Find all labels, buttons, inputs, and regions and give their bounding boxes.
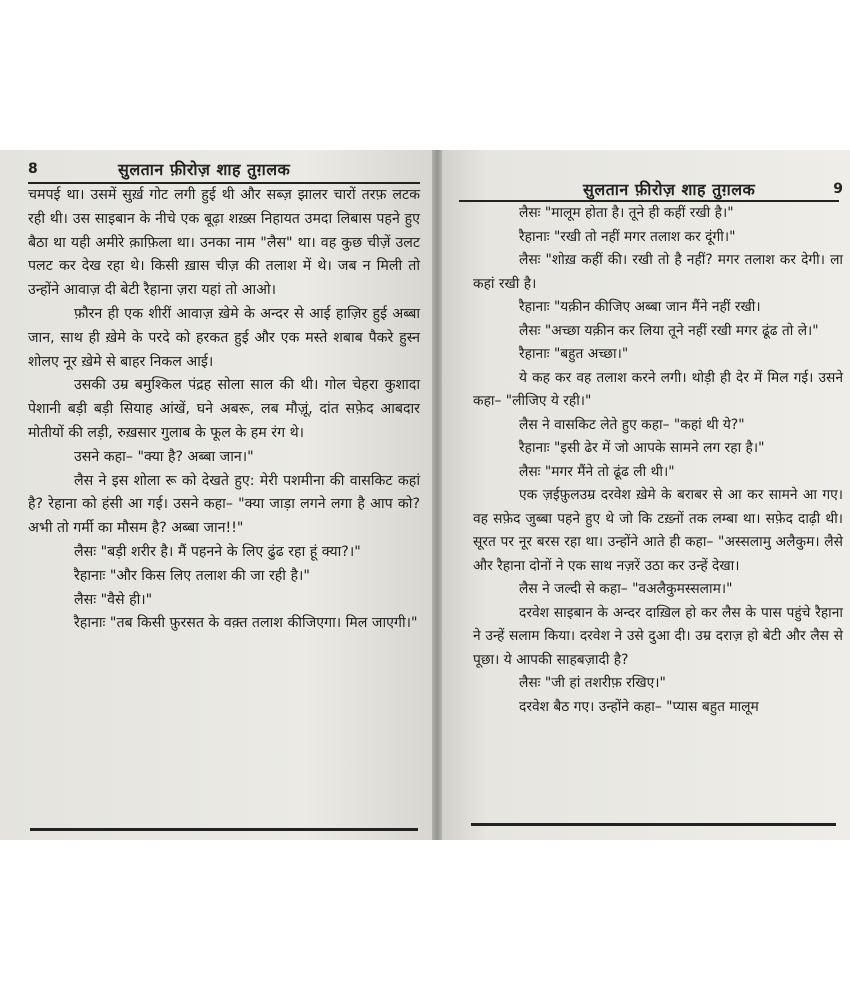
paragraph: फ़ौरन ही एक शीरीं आवाज़ ख़ेमे के अन्दर से आई हाज़िर हुई अब्बा जान, साथ ही ख़ेमे के परदे को हरकत हुई और एक मस्ते शबाब पैकरे हुस्न शोलए नूर ख़ेमे से बाहर निकल आई। bbox=[28, 305, 420, 370]
paragraph: दरवेश साइबान के अन्दर दाख़िल हो कर लैस के पास पहुंचे रैहाना ने उन्हें सलाम किया। दरवेश ने उसे दुआ दी। उम्र दराज़ हो बेटी और लैस से पूछा। ये आपकी साहबज़ादी है? bbox=[473, 604, 843, 668]
left-running-title: सुलतान फ़ीरोज़ शाह तुग़लक bbox=[118, 160, 291, 179]
left-page bbox=[0, 150, 437, 840]
paragraph: एक ज़ईफ़ुलउम्र दरवेश ख़ेमे के बराबर से आ कर सामने आ गए। वह सफ़ेद जुब्बा पहने हुए थे जो कि टख़्नों तक लम्बा था। सफ़ेद दाढ़ी थी। सूरत पर नूर बरस रहा था। उन्होंने आते ही कहा– "अस्सलामु अलैकुम। लैसे और रैहाना दोनों ने एक साथ नज़रें उठा कर उन्हें देखा। bbox=[473, 487, 843, 574]
paragraph: लैसः "जी हां तशरीफ़ रखिए।" bbox=[519, 675, 666, 691]
left-page-number: 8 bbox=[28, 161, 38, 177]
paragraph: रैहानाः "बहुत अच्छा।" bbox=[519, 346, 629, 362]
paragraph: उसने कहा– "क्या है? अब्बा जान।" bbox=[74, 448, 254, 465]
right-running-title: सुलतान फ़ीरोज़ शाह तुग़लक bbox=[583, 180, 756, 199]
paragraph: लैस ने जल्दी से कहा– "वअलैकुमस्सलाम।" bbox=[519, 581, 733, 597]
right-page bbox=[437, 150, 850, 840]
right-page-text bbox=[473, 202, 843, 719]
paragraph: लैस ने इस शोला रू को देखते हुए: मेरी पशमीना की वासकिट कहां है? रेहाना को हंसी आ गई। उसने कहा– "क्या जाड़ा लगने लगा है आप को? अभी तो गर्मी का मौसम है? अब्बा जान!!" bbox=[28, 472, 420, 537]
paragraph: रैहानाः "यक़ीन कीजिए अब्बा जान मैंने नहीं रखी। bbox=[519, 299, 761, 315]
left-page-text bbox=[28, 184, 420, 636]
paragraph: रैहानाः "तब किसी फ़ुरसत के वक़्त तलाश कीजिएगा। मिल जाएगी।" bbox=[74, 615, 418, 632]
book-gutter bbox=[432, 150, 442, 840]
paragraph: उसकी उम्र बमुश्किल पंद्रह सोला साल की थी। गोल चेहरा कुशादा पेशानी बड़ी बड़ी सियाह आंखें, घने अबरू, लब मौज़ूं, दांत सफ़ेद आबदार मोतीयों की लड़ी, रुख़सार गुलाब के फूल के हम रंग थे। bbox=[28, 377, 420, 441]
paragraph: लैसः "बड़ी शरीर है। मैं पहनने के लिए ढुंढ रहा हूं क्या?।" bbox=[74, 543, 361, 560]
book-spread bbox=[0, 150, 850, 840]
paragraph: रैहानाः "इसी ढेर में जो आपके सामने लग रहा है।" bbox=[519, 440, 765, 456]
paragraph: दरवेश बैठ गए। उन्होंने कहा– "प्यास बहुत मालूम bbox=[519, 698, 759, 715]
paragraph: लैसः "मगर मैंने तो ढूंढ ली थी।" bbox=[519, 463, 675, 480]
left-page-header bbox=[28, 158, 418, 178]
right-page-header bbox=[463, 178, 843, 198]
paragraph: लैस ने वासकिट लेते हुए कहा– "कहां थी ये?" bbox=[519, 416, 745, 433]
paragraph: लैसः "वैसे ही।" bbox=[74, 591, 153, 608]
paragraph: लैसः "शोख़ कहीं की। रखी तो है नहीं? मगर तलाश कर देगी। ला कहां रखी है। bbox=[473, 252, 843, 292]
paragraph: लैसः "मालूम होता है। तूने ही कहीं रखी है।" bbox=[519, 205, 734, 221]
paragraph: रैहानाः "और किस लिए तलाश की जा रही है।" bbox=[74, 567, 310, 584]
right-page-number: 9 bbox=[833, 181, 843, 197]
paragraph: चमपई था। उसमें सुर्ख़ गोट लगी हुई थी और सब्ज़ झालर चारों तरफ़ लटक रही थी। उस साइबान के नीचे एक बूढ़ा शख़्स निहायत उमदा लिबास पहने हुए बैठा था यही अमीरे क़ाफ़िला था। उनका नाम "लैस" था। वह कुछ चीज़ें उलट पलट कर देख रहा थे। किसी ख़ास चीज़ की तलाश में थे। जब न मिली तो उन्होंने आवाज़ दी बेटी रैहाना ज़रा यहां तो आओ। bbox=[28, 187, 420, 299]
right-footer-rule bbox=[471, 823, 836, 826]
paragraph: रैहानाः "रखी तो नहीं मगर तलाश कर दूंगी।" bbox=[519, 228, 736, 245]
paragraph: लैसः "अच्छा यक़ीन कर लिया तूने नहीं रखी मगर ढूंढ तो ले।" bbox=[519, 322, 819, 339]
left-footer-rule bbox=[30, 828, 418, 831]
paragraph: ये कह कर वह तलाश करने लगी। थोड़ी ही देर में मिल गई। उसने कहा– "लीजिए ये रही।" bbox=[473, 369, 843, 409]
